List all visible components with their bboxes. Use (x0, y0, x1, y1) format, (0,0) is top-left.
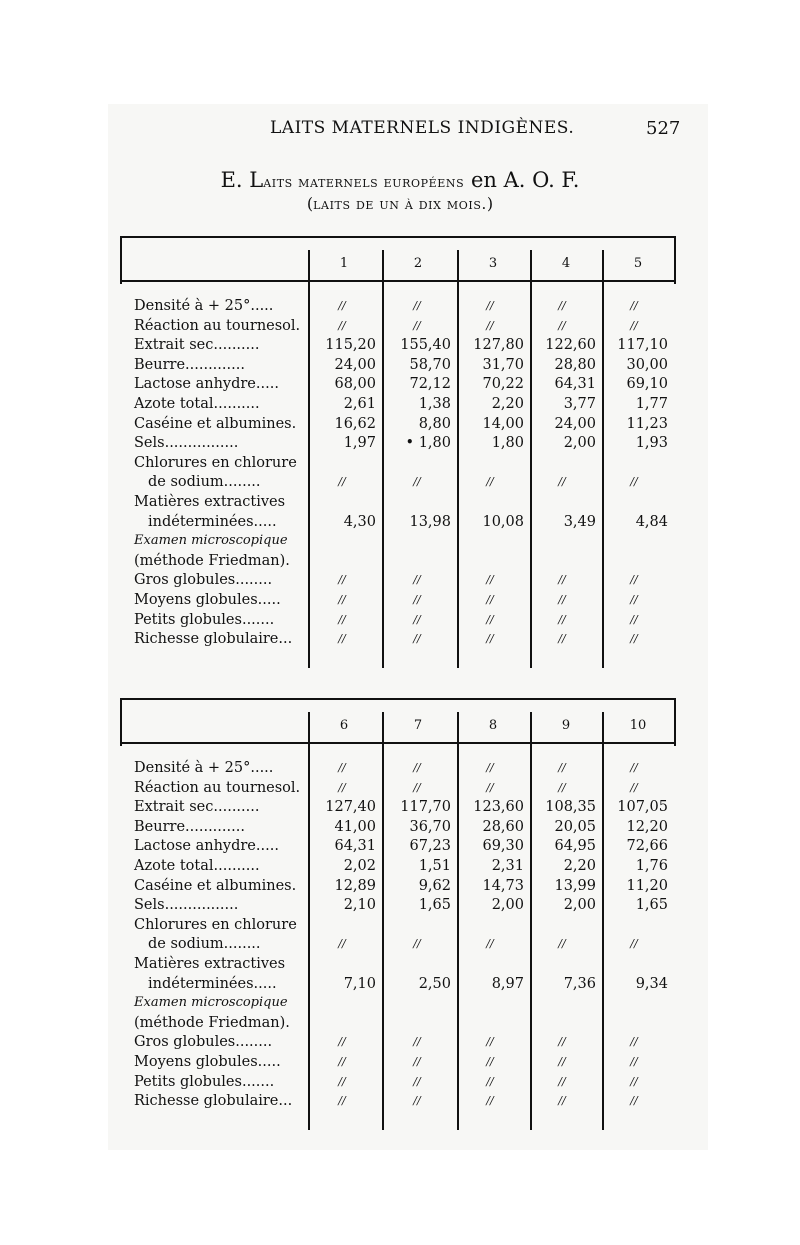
cell-value: // (413, 1074, 421, 1088)
table-row (120, 473, 676, 491)
cell-value: 64,31 (554, 376, 596, 393)
cell-value: // (338, 593, 346, 606)
cell-value: // (630, 780, 638, 794)
cell-value: // (486, 761, 494, 774)
cell-value: 1,93 (635, 435, 668, 452)
table-header-rule (120, 742, 676, 744)
cell-value: // (558, 475, 566, 489)
cell-value: // (630, 573, 638, 587)
cell-value: // (630, 1055, 638, 1068)
cell-value: 122,60 (545, 337, 596, 354)
row-label: Moyens globules..... (134, 592, 281, 608)
row-label: Réaction au tournesol. (134, 779, 301, 796)
table-row (120, 493, 676, 511)
cell-value: 115,20 (325, 337, 376, 354)
table-row (120, 1053, 676, 1071)
column-header: 9 (561, 718, 571, 733)
cell-value: // (413, 1094, 421, 1108)
cell-value: // (558, 612, 566, 626)
cell-value: 16,62 (334, 415, 376, 432)
column-header: 1 (339, 256, 349, 271)
cell-value: 68,00 (334, 376, 376, 393)
title-prefix: E. L (220, 168, 264, 192)
cell-value: 7,36 (563, 975, 596, 992)
cell-value: // (630, 937, 638, 951)
cell-value: // (486, 1055, 494, 1068)
row-label: Sels................ (134, 897, 239, 914)
cell-value: // (413, 780, 421, 794)
title-suffix: en A. O. F. (464, 168, 580, 192)
cell-value: // (558, 318, 566, 332)
row-label: Extrait sec.......... (134, 337, 260, 354)
cell-value: // (630, 761, 638, 774)
cell-value: // (413, 593, 421, 606)
cell-value: // (338, 475, 346, 489)
cell-value: // (558, 937, 566, 951)
cell-value: // (413, 937, 421, 951)
row-label: indéterminées..... (148, 975, 277, 992)
row-label: Matières extractives (134, 956, 286, 972)
cell-value: // (630, 1035, 638, 1049)
table-row (120, 532, 676, 550)
row-label: Sels................ (134, 435, 239, 452)
cell-value: 2,31 (491, 858, 524, 874)
cell-value: 107,05 (617, 799, 668, 816)
row-label: Moyens globules..... (134, 1054, 281, 1070)
row-label: (méthode Friedman). (134, 1014, 290, 1031)
row-label: Beurre............. (134, 818, 245, 835)
table-row (120, 297, 676, 315)
cell-value: // (413, 612, 421, 626)
cell-value: 41,00 (334, 818, 376, 835)
cell-value: 1,80 (491, 435, 524, 452)
table-row (120, 818, 676, 836)
table-row (120, 571, 676, 589)
cell-value: // (630, 612, 638, 626)
cell-value: 4,84 (635, 513, 668, 530)
cell-value: // (486, 1094, 494, 1108)
cell-value: // (630, 593, 638, 606)
row-label: Gros globules........ (134, 572, 273, 589)
table-row (120, 916, 676, 934)
cell-value: // (558, 1074, 566, 1088)
row-label: Petits globules....... (134, 1073, 275, 1090)
cell-value: // (486, 1074, 494, 1088)
table-row (120, 837, 676, 855)
cell-value: 108,35 (545, 799, 596, 816)
cell-value: 2,00 (491, 897, 524, 914)
table-row (120, 513, 676, 531)
table-row (120, 395, 676, 413)
cell-value: // (630, 318, 638, 332)
cell-value: 1,51 (418, 858, 451, 874)
cell-value: 123,60 (473, 799, 524, 816)
row-label: Beurre............. (134, 356, 245, 373)
cell-value: 2,61 (343, 396, 376, 412)
row-label: Chlorures en chlorure (134, 916, 297, 933)
cell-value: // (338, 318, 346, 332)
cell-value: 117,70 (400, 799, 451, 816)
cell-value: 12,20 (626, 818, 668, 835)
cell-value: • 1,80 (405, 435, 451, 452)
table-row (120, 857, 676, 875)
data-table-1 (120, 236, 676, 668)
cell-value: // (486, 318, 494, 332)
cell-value: 72,12 (409, 376, 451, 393)
cell-value: 1,76 (635, 858, 668, 874)
cell-value: 3,49 (563, 513, 596, 530)
table-row (120, 1092, 676, 1110)
cell-value: // (338, 1055, 346, 1068)
cell-value: // (413, 318, 421, 332)
table-row (120, 356, 676, 374)
cell-value: 2,50 (418, 975, 451, 992)
table-row (120, 935, 676, 953)
cell-value: // (338, 1035, 346, 1049)
table-row (120, 1014, 676, 1032)
cell-value: 155,40 (400, 337, 451, 354)
row-label: Azote total.......... (134, 396, 260, 412)
column-header: 3 (488, 256, 498, 271)
row-label: Caséine et albumines. (134, 415, 297, 432)
cell-value: // (338, 1094, 346, 1108)
cell-value: 1,97 (343, 435, 376, 452)
table-row (120, 798, 676, 816)
cell-value: 31,70 (482, 356, 524, 373)
table-row (120, 434, 676, 452)
cell-value: 8,97 (491, 975, 524, 992)
row-label: Azote total.......... (134, 858, 260, 874)
cell-value: // (486, 593, 494, 606)
table-row (120, 1073, 676, 1091)
title-smallcaps: aits maternels européens (263, 173, 465, 191)
cell-value: // (338, 937, 346, 951)
cell-value: 13,99 (554, 877, 596, 894)
cell-value: // (486, 299, 494, 312)
table-row (120, 317, 676, 335)
cell-value: // (413, 761, 421, 774)
cell-value: 2,00 (563, 435, 596, 452)
column-header: 10 (629, 718, 647, 733)
column-header: 2 (413, 256, 423, 271)
cell-value: // (486, 475, 494, 489)
cell-value: // (338, 299, 346, 312)
cell-value: 67,23 (409, 838, 451, 855)
table-row (120, 779, 676, 797)
table-right-border (674, 700, 676, 746)
cell-value: 13,98 (409, 513, 451, 530)
column-header: 8 (488, 718, 498, 733)
cell-value: 70,22 (482, 376, 524, 393)
cell-value: 3,77 (563, 396, 596, 412)
row-label: Richesse globulaire... (134, 631, 293, 648)
row-label: indéterminées..... (148, 513, 277, 530)
cell-value: // (630, 475, 638, 489)
cell-value: // (558, 761, 566, 774)
cell-value: 9,34 (635, 975, 668, 992)
cell-value: 30,00 (626, 356, 668, 373)
table-row (120, 591, 676, 609)
table-right-border (674, 238, 676, 284)
cell-value: // (413, 1035, 421, 1049)
table-row (120, 759, 676, 777)
cell-value: // (558, 780, 566, 794)
row-label: Densité à + 25°..... (134, 298, 274, 314)
subtitle-close: ) (486, 194, 494, 213)
table-row (120, 375, 676, 393)
cell-value: 1,65 (635, 897, 668, 914)
cell-value: 28,80 (554, 356, 596, 373)
cell-value: // (486, 612, 494, 626)
row-label: Caséine et albumines. (134, 877, 297, 894)
row-label: de sodium........ (148, 936, 261, 953)
row-label: Gros globules........ (134, 1034, 273, 1051)
row-label: Extrait sec.......... (134, 799, 260, 816)
subtitle-open: ( (306, 194, 314, 213)
table-row (120, 994, 676, 1012)
row-label: Réaction au tournesol. (134, 317, 301, 334)
row-label: Lactose anhydre..... (134, 838, 279, 855)
cell-value: 14,73 (482, 877, 524, 894)
cell-value: // (558, 1094, 566, 1108)
cell-value: // (630, 299, 638, 312)
cell-value: 117,10 (617, 337, 668, 354)
cell-value: 69,10 (626, 376, 668, 393)
cell-value: // (486, 937, 494, 951)
table-row (120, 415, 676, 433)
cell-value: // (338, 1074, 346, 1088)
cell-value: 7,10 (343, 975, 376, 992)
table-row (120, 336, 676, 354)
cell-value: // (558, 573, 566, 587)
cell-value: 2,00 (563, 897, 596, 914)
table-row (120, 552, 676, 570)
cell-value: // (413, 1055, 421, 1068)
cell-value: // (338, 573, 346, 587)
cell-value: 1,77 (635, 396, 668, 412)
cell-value: 24,00 (554, 415, 596, 432)
cell-value: 36,70 (409, 818, 451, 835)
column-header: 7 (413, 718, 423, 733)
cell-value: 64,95 (554, 838, 596, 855)
cell-value: 127,40 (325, 799, 376, 816)
table-header-rule (120, 280, 676, 282)
cell-value: 12,89 (334, 877, 376, 894)
cell-value: 69,30 (482, 838, 524, 855)
running-header: LAITS MATERNELS INDIGÈNES. (270, 118, 575, 138)
cell-value: // (630, 632, 638, 646)
table-row (120, 1033, 676, 1051)
table-row (120, 975, 676, 993)
cell-value: // (338, 632, 346, 646)
row-label: Chlorures en chlorure (134, 454, 297, 471)
cell-value: // (558, 593, 566, 606)
row-label: (méthode Friedman). (134, 552, 290, 569)
table-row (120, 955, 676, 973)
table-row (120, 611, 676, 629)
cell-value: // (486, 632, 494, 646)
cell-value: // (413, 632, 421, 646)
cell-value: 2,20 (563, 858, 596, 874)
cell-value: 8,80 (418, 415, 451, 432)
cell-value: 2,02 (343, 858, 376, 874)
cell-value: // (338, 780, 346, 794)
cell-value: 1,38 (418, 396, 451, 412)
cell-value: // (486, 573, 494, 587)
row-label: Examen microscopique (134, 533, 288, 549)
cell-value: // (630, 1094, 638, 1108)
cell-value: // (413, 299, 421, 312)
table-left-border (120, 700, 122, 746)
subtitle-smallcaps: laits de un à dix mois. (313, 195, 487, 213)
cell-value: // (558, 299, 566, 312)
column-header: 6 (339, 718, 349, 733)
row-label: Matières extractives (134, 494, 286, 510)
cell-value: 2,10 (343, 897, 376, 914)
cell-value: 11,23 (626, 415, 668, 432)
row-label: Richesse globulaire... (134, 1093, 293, 1110)
cell-value: // (558, 1055, 566, 1068)
table-row (120, 454, 676, 472)
cell-value: // (558, 632, 566, 646)
cell-value: // (630, 1074, 638, 1088)
table-left-border (120, 238, 122, 284)
row-label: de sodium........ (148, 474, 261, 491)
cell-value: // (413, 573, 421, 587)
cell-value: 28,60 (482, 818, 524, 835)
cell-value: 11,20 (626, 877, 668, 894)
section-title (0, 168, 800, 192)
cell-value: 64,31 (334, 838, 376, 855)
cell-value: // (338, 761, 346, 774)
cell-value: 4,30 (343, 513, 376, 530)
table-row (120, 896, 676, 914)
cell-value: // (486, 1035, 494, 1049)
cell-value: // (338, 612, 346, 626)
cell-value: // (486, 780, 494, 794)
cell-value: // (413, 475, 421, 489)
table-row (120, 877, 676, 895)
cell-value: // (558, 1035, 566, 1049)
page-number: 527 (646, 118, 681, 139)
cell-value: 127,80 (473, 337, 524, 354)
cell-value: 24,00 (334, 356, 376, 373)
column-header: 5 (633, 256, 643, 271)
row-label: Petits globules....... (134, 611, 275, 628)
cell-value: 72,66 (626, 838, 668, 855)
cell-value: 20,05 (554, 818, 596, 835)
cell-value: 10,08 (482, 513, 524, 530)
cell-value: 14,00 (482, 415, 524, 432)
table-row (120, 630, 676, 648)
cell-value: 2,20 (491, 396, 524, 412)
row-label: Lactose anhydre..... (134, 376, 279, 393)
cell-value: 1,65 (418, 897, 451, 914)
row-label: Densité à + 25°..... (134, 760, 274, 776)
data-table-2 (120, 698, 676, 1130)
section-subtitle (0, 194, 800, 213)
column-header: 4 (561, 256, 571, 271)
cell-value: 58,70 (409, 356, 451, 373)
cell-value: 9,62 (418, 877, 451, 894)
row-label: Examen microscopique (134, 995, 288, 1011)
